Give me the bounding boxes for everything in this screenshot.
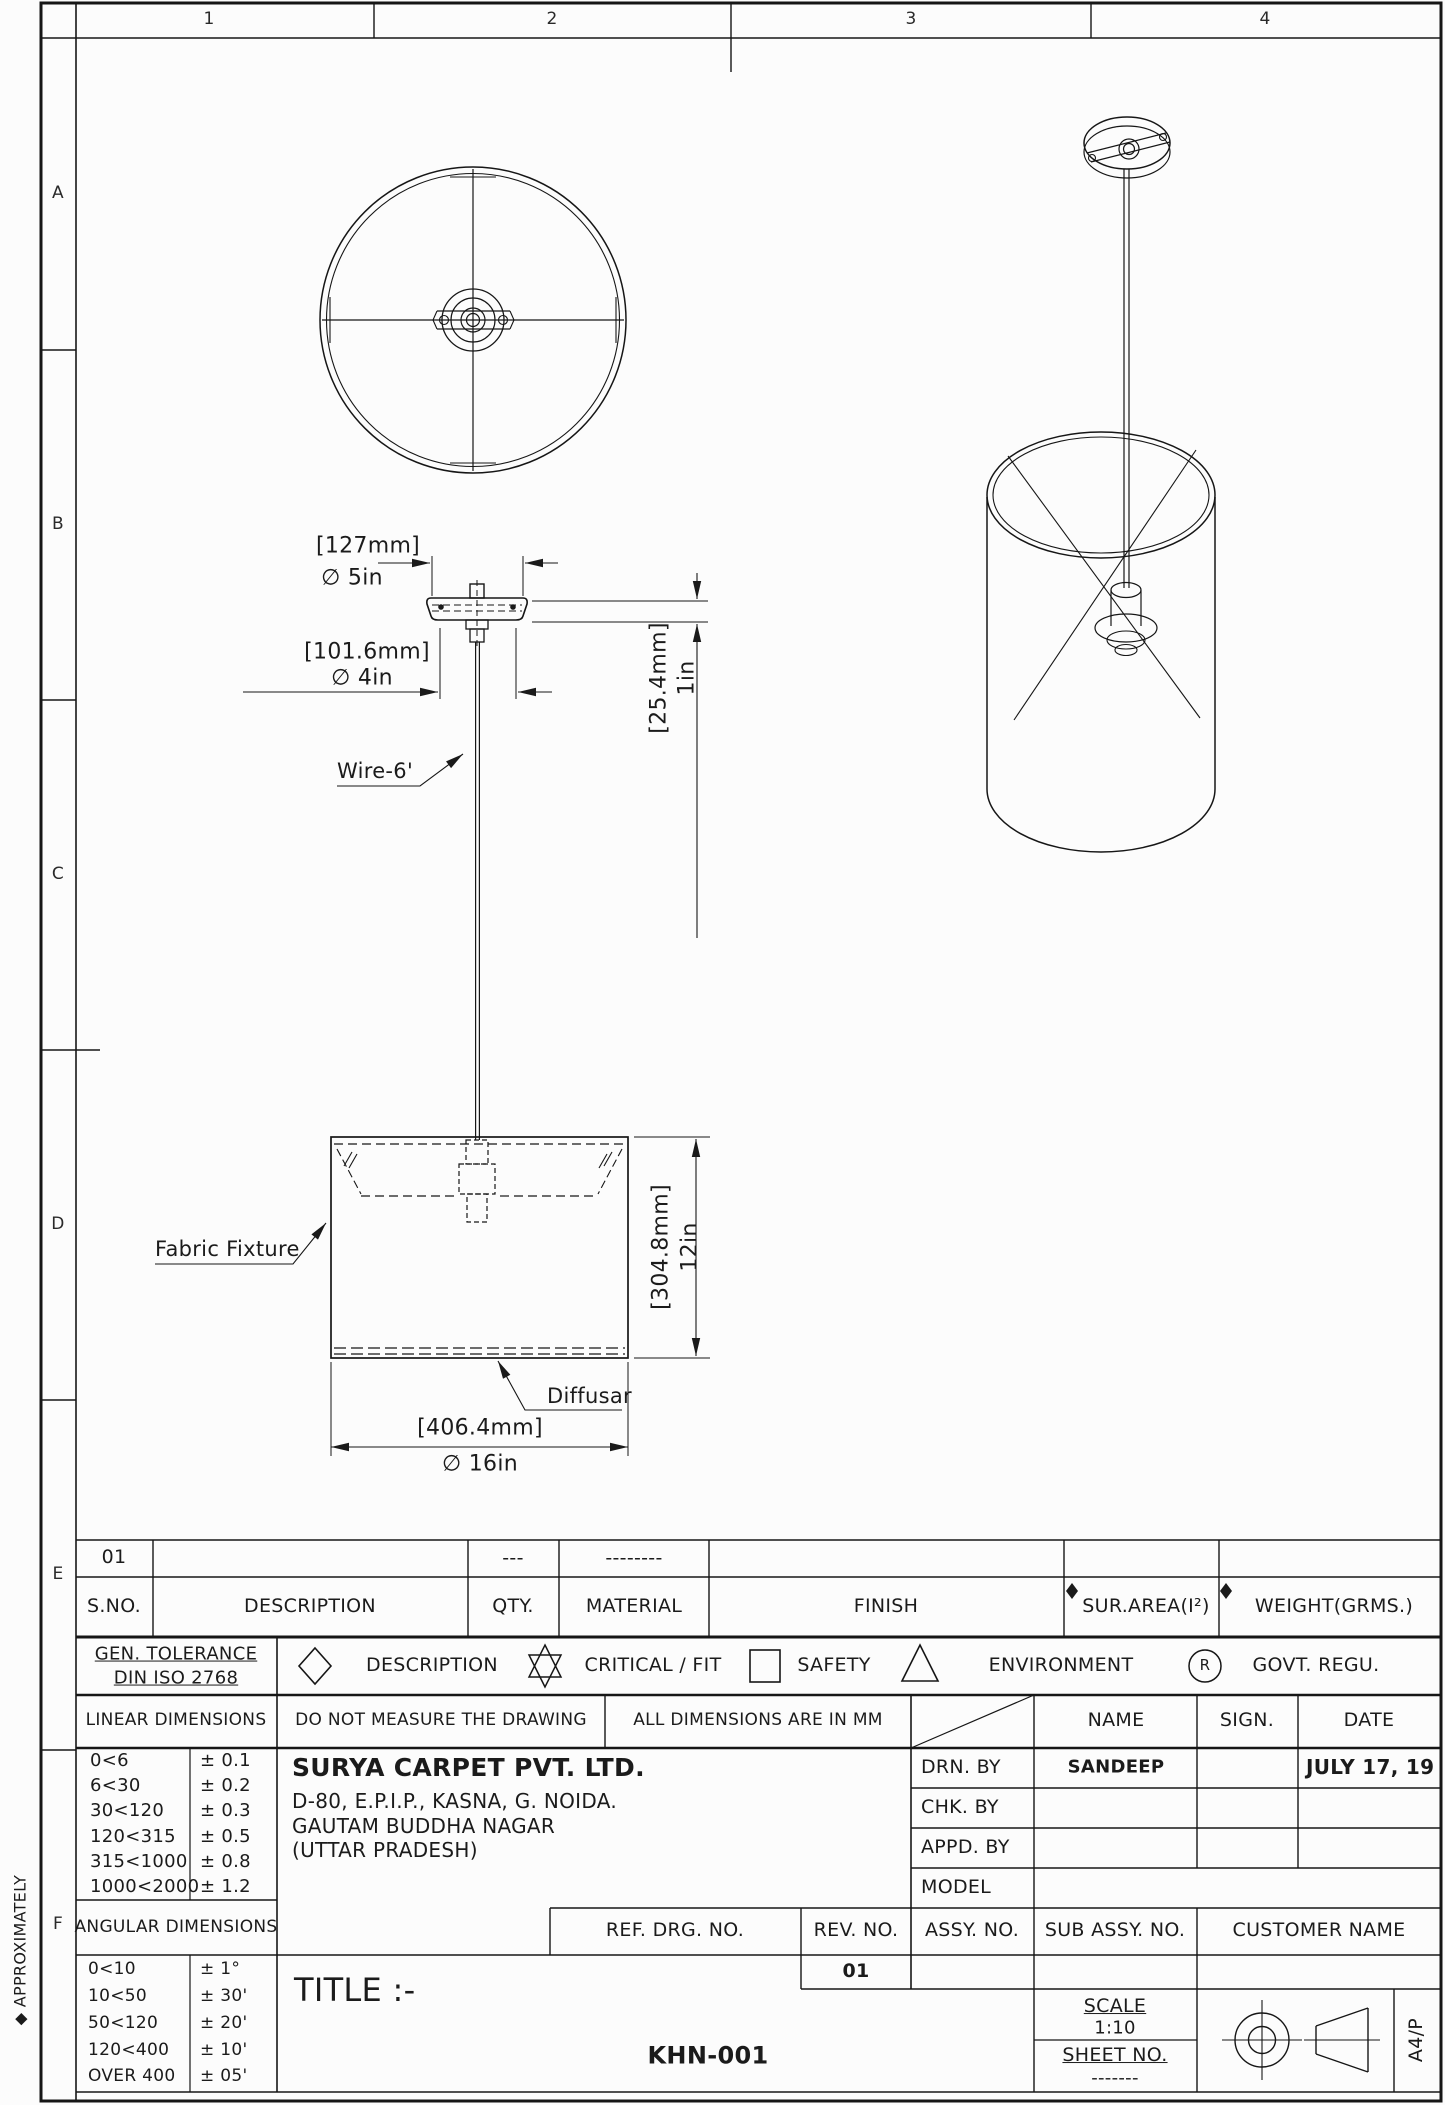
lin-tol-range-1: 6<30 [90, 1775, 141, 1796]
lin-tol-val-1: ± 0.2 [200, 1775, 251, 1796]
ang-tol-val-0: ± 1° [200, 1959, 241, 1979]
col-label-2: 2 [546, 9, 558, 30]
symbol-r-letter: R [1199, 1656, 1211, 1675]
dim-canopy-h-mm: [25.4mm] [646, 622, 672, 734]
lin-tol-range-3: 120<315 [90, 1826, 176, 1847]
row-label-a: A [52, 183, 64, 204]
lin-tol-range-5: 1000<2000 [90, 1876, 200, 1897]
drawing-number: KHN-001 [647, 2041, 769, 2070]
drn-by-date: JULY 17, 19 [1306, 1755, 1435, 1779]
sheet-no-label: SHEET NO. [1062, 2044, 1168, 2067]
customer-name-label: CUSTOMER NAME [1232, 1919, 1406, 1942]
rev-no-label: REV. NO. [813, 1919, 899, 1942]
model-label: MODEL [921, 1876, 992, 1898]
row-label-b: B [52, 514, 64, 535]
label-diffuser: Diffusar [547, 1384, 632, 1408]
dim-shade-dia-mm: [406.4mm] [417, 1415, 543, 1441]
company-address-2: GAUTAM BUDDHA NAGAR [292, 1814, 556, 1838]
ang-tol-val-4: ± 05' [200, 2066, 248, 2086]
sub-assy-no-label: SUB ASSY. NO. [1044, 1919, 1186, 1942]
header-name: NAME [1087, 1709, 1145, 1732]
ang-tol-val-3: ± 10' [200, 2040, 248, 2060]
ang-tol-range-2: 50<120 [88, 2013, 159, 2033]
gen-tolerance-line2: DIN ISO 2768 [113, 1667, 239, 1689]
gen-tolerance-line1: GEN. TOLERANCE [94, 1643, 258, 1665]
ang-tol-range-3: 120<400 [88, 2040, 170, 2060]
symbol-govt-label: GOVT. REGU. [1252, 1654, 1380, 1677]
header-finish: FINISH [853, 1595, 919, 1618]
header-material: MATERIAL [585, 1595, 683, 1618]
dim-shade-h-mm: [304.8mm] [648, 1184, 674, 1310]
dim-shade-h-in: 12in [677, 1222, 703, 1272]
chk-by-label: CHK. BY [921, 1796, 999, 1818]
symbol-critical-label: CRITICAL / FIT [584, 1654, 722, 1677]
row-label-d: D [51, 1214, 65, 1235]
header-sur-area: SUR.AREA(I²) [1082, 1595, 1210, 1618]
diamond-icon: ◆ [10, 2012, 30, 2026]
header-date: DATE [1343, 1709, 1395, 1732]
lin-tol-val-4: ± 0.8 [200, 1851, 251, 1872]
row-label-c: C [51, 864, 65, 885]
label-fabric-fixture: Fabric Fixture [155, 1237, 300, 1261]
dim-canopy-dia-mm: [127mm] [315, 533, 421, 559]
dim-base-dia-in: ∅ 4in [331, 665, 393, 691]
company-address-1: D-80, E.P.I.P., KASNA, G. NOIDA. [292, 1789, 617, 1813]
scale-value: 1:10 [1094, 2017, 1136, 2039]
ang-tol-range-1: 10<50 [88, 1986, 148, 2006]
header-sno: S.NO. [86, 1595, 142, 1618]
scale-label: SCALE [1083, 1995, 1147, 2018]
ang-tol-val-1: ± 30' [200, 1986, 248, 2006]
margin-approximately-note: ◆ APPROXIMATELY [10, 1874, 30, 2026]
dim-shade-dia-in: ∅ 16in [441, 1451, 519, 1477]
all-dimensions-note: ALL DIMENSIONS ARE IN MM [633, 1710, 883, 1731]
ang-tol-range-0: 0<10 [88, 1959, 136, 1979]
sheet-no-value: ------- [1091, 2067, 1139, 2089]
rev-no-value: 01 [842, 1960, 870, 1983]
header-weight: WEIGHT(GRMS.) [1254, 1595, 1414, 1618]
drn-by-name: SANDEEP [1067, 1756, 1165, 1778]
lin-tol-range-2: 30<120 [90, 1800, 165, 1821]
symbol-description-label: DESCRIPTION [366, 1654, 498, 1677]
lin-tol-val-3: ± 0.5 [200, 1826, 251, 1847]
lin-tol-range-0: 0<6 [90, 1750, 129, 1771]
lin-tol-val-2: ± 0.3 [200, 1800, 251, 1821]
lin-tol-val-0: ± 0.1 [200, 1750, 251, 1771]
dim-canopy-h-in: 1in [674, 660, 700, 696]
linear-dimensions-label: LINEAR DIMENSIONS [85, 1710, 267, 1731]
dim-base-dia-mm: [101.6mm] [304, 639, 430, 665]
ref-drg-no-label: REF. DRG. NO. [605, 1919, 745, 1942]
lin-tol-range-4: 315<1000 [90, 1851, 188, 1872]
do-not-measure-note: DO NOT MEASURE THE DRAWING [295, 1710, 587, 1731]
symbol-environment-label: ENVIRONMENT [988, 1654, 1134, 1677]
ang-tol-range-4: OVER 400 [88, 2066, 176, 2086]
row-label-f: F [52, 1914, 64, 1935]
lin-tol-val-5: ± 1.2 [200, 1876, 251, 1897]
paper-size-code: A4/P [1405, 2017, 1428, 2063]
part-material-value: -------- [605, 1547, 663, 1570]
symbol-safety-label: SAFETY [797, 1654, 871, 1677]
header-sign: SIGN. [1219, 1709, 1275, 1732]
part-sno-value: 01 [101, 1546, 127, 1569]
drn-by-label: DRN. BY [921, 1756, 1001, 1778]
assy-no-label: ASSY. NO. [924, 1919, 1020, 1942]
title-label: TITLE :- [294, 1971, 416, 2009]
ang-tol-val-2: ± 20' [200, 2013, 248, 2033]
company-address-3: (UTTAR PRADESH) [292, 1838, 478, 1862]
row-label-e: E [52, 1564, 64, 1585]
angular-dimensions-label: ANGULAR DIMENSIONS [74, 1917, 278, 1938]
header-description: DESCRIPTION [244, 1595, 376, 1618]
appd-by-label: APPD. BY [921, 1836, 1010, 1858]
part-qty-value: --- [502, 1547, 524, 1570]
col-label-4: 4 [1259, 9, 1271, 30]
dim-canopy-dia-in: ∅ 5in [321, 565, 383, 591]
col-label-1: 1 [203, 9, 215, 30]
header-qty: QTY. [492, 1595, 534, 1618]
col-label-3: 3 [905, 9, 917, 30]
label-wire: Wire-6' [337, 759, 414, 783]
company-name: SURYA CARPET PVT. LTD. [292, 1753, 645, 1782]
